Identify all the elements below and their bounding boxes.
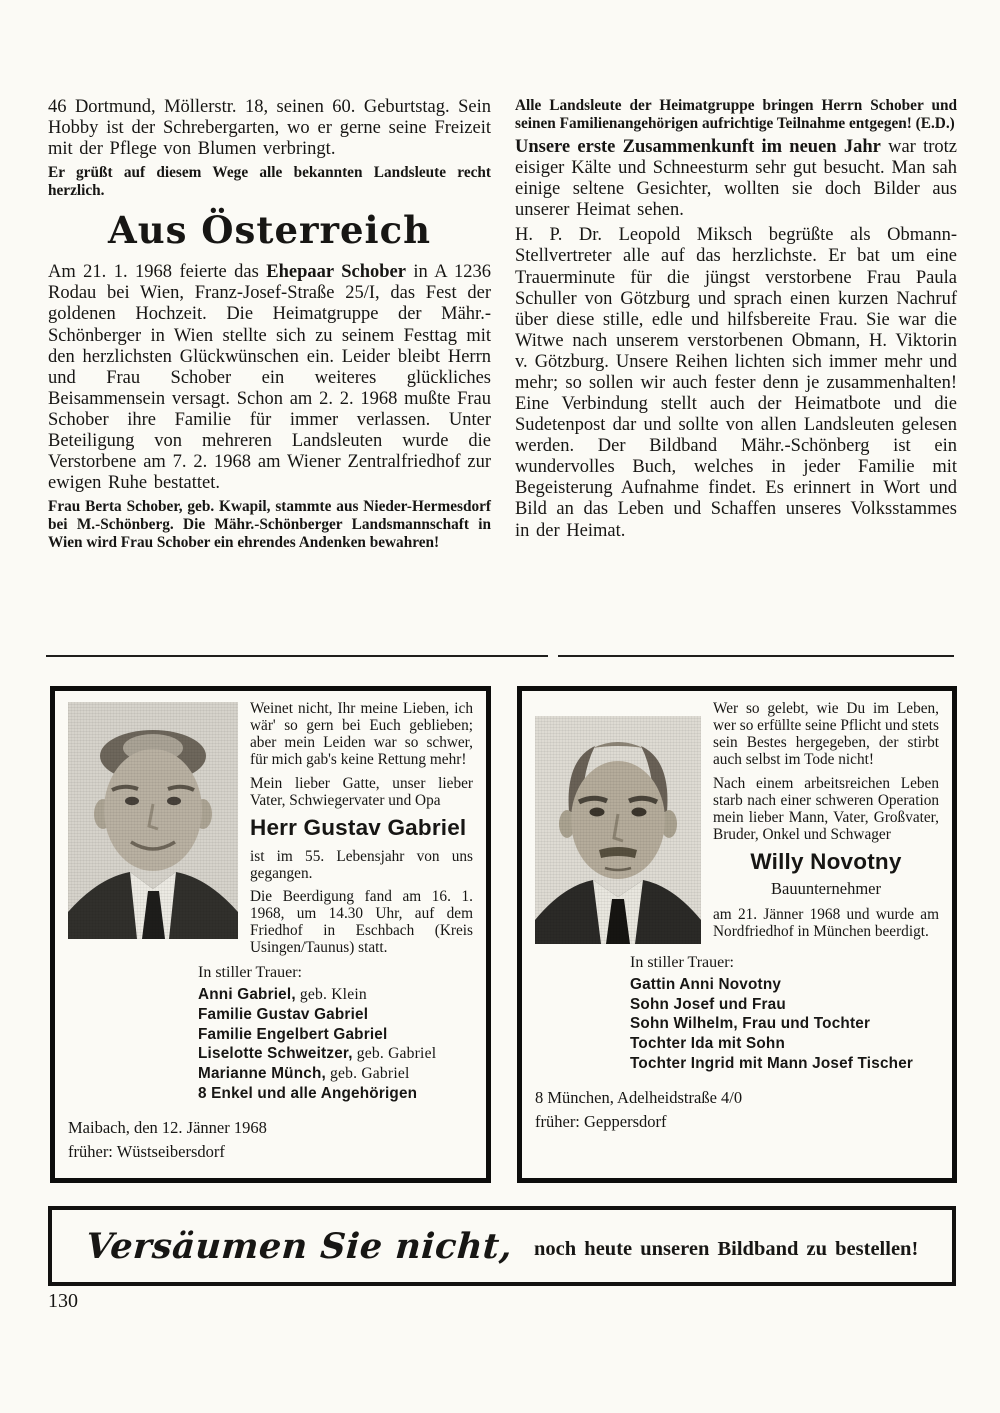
article-column-left [48,97,491,556]
mourner-name: Tochter Ida mit Sohn [630,1035,785,1053]
obituary-photo-text-row [535,700,939,946]
mourner-name: Sohn Josef und Frau [630,995,786,1013]
obituary-box-gabriel [50,686,491,1183]
column-divider-rule-left [46,655,548,657]
former-home-line: früher: Wüstseibersdorf [68,1141,225,1161]
paragraph-birthday: 46 Dortmund, Möllerstr. 18, seinen 60. Geburtstag. Sein Hobby ist der Schrebergarten, wo er gerne seine Freizeit mit der Pflege von Blumen verbringt. [48,97,491,160]
paragraph-miksch: H. P. Dr. Leopold Miksch begrüßte als Obmann-Stellvertreter alle auf das herzlichste. Er bat um eine Trauerminute für die jüngst verstorbene Frau Paula Schuller von Götzburg und sprach einen kurzen Nachruf über diese stille, edle und hilfsbereite Frau. Sie war die Witwe nach unserem verstorbenen Obmann, H. Viktorin v. Götzburg. Unsere Reihen lichten sich immer mehr und mehr; so sollen wir auch fester denn je zusammenhalten! Eine Verbindung stellt auch der Heimatbote und die Sudetenpost dar und sollte von allen Landsleuten gelesen werden. Der Bildband Mähr.-Schönberg ist ein wundervolles Buch, welches in jeder Familie mit Begeisterung Aufnahme findet. Es erinnert in Wort und Bild an das Leben und Schaffen unseres Volksstammes in der Heimat. [515,225,957,541]
banner-rest-text: noch heute unseren Bildband zu bestellen! [534,1237,919,1260]
obituary-text-column-novotny [713,700,939,946]
paragraph-schober [48,262,491,494]
paragraph-schober-bold: Ehepaar Schober [266,262,406,283]
mourner-name: Sohn Wilhelm, Frau und Tochter [630,1015,871,1033]
place-date-line: Maibach, den 12. Jänner 1968 [68,1118,267,1138]
obituary-name-novotny: Willy Novotny [750,849,902,874]
mourning-label-gabriel: In stiller Trauer: [198,964,302,982]
paragraph-greeting: Er grüßt auf diesem Wege alle bekannten Landsleute recht herzlich. [48,164,491,200]
paragraph-zusammenkunft-post: war trotz eisiger Kälte und Schneesturm sehr gut besucht. Man sah einige seltene Gesichter, wollten sie doch Bilder aus unserer Heimat sehen. [515,137,957,221]
obituary-burial-novotny: am 21. Jänner 1968 und wurde am Nordfriedhof in München beerdigt. [713,905,939,940]
mourner-name: Liselotte Schweitzer, [198,1045,353,1063]
mourner-suffix: geb. Klein [295,986,367,1004]
paragraph-schober-pre: Am 21. 1. 1968 feierte das [48,262,267,283]
mourner-name: Gattin Anni Novotny [630,976,782,994]
portrait-illustration-novotny [535,716,701,944]
portrait-illustration-gabriel [68,702,238,939]
mourner-suffix: geb. Gabriel [325,1064,410,1082]
mourner-line [198,985,473,1005]
portrait-photo-gabriel [68,702,238,939]
mourner-suffix: geb. Gabriel [352,1045,437,1063]
obituary-verse-novotny: Wer so gelebt, wie Du im Leben, wer so erfüllte seine Pflicht und stets sein Bestes hergegeben, der stirbt auch selbst im Tode nicht! [713,700,940,769]
obituary-box-novotny [517,686,957,1183]
paragraph-berta-schober: Frau Berta Schober, geb. Kwapil, stammte aus Nieder-Hermesdorf bei M.-Schönberg. Die Mähr.-Schönberger Landsmannschaft in Wien wird Frau Schober ein ehrendes Andenken bewahren! [48,498,491,552]
mourning-label-novotny: In stiller Trauer: [630,954,734,972]
mourner-line [630,1054,939,1074]
obituary-place-novotny [535,1086,939,1133]
former-home-line: früher: Geppersdorf [535,1111,667,1131]
mourner-list-novotny [630,975,939,1073]
place-date-line: 8 München, Adelheidstraße 4/0 [535,1088,743,1108]
mourner-line [198,1044,473,1064]
mourner-name: Anni Gabriel, [198,986,296,1004]
page-number: 130 [48,1290,78,1312]
mourner-line [630,995,939,1015]
portrait-photo-novotny [535,716,701,944]
mourner-name: Marianne Münch, [198,1064,326,1082]
mourner-line [630,1014,939,1034]
paragraph-schober-post: in A 1236 Rodau bei Wien, Franz-Josef-Straße 25/I, das Fest der goldenen Hochzeit. Die Heimatgruppe der Mähr.-Schönberger in Wien stellte sich zu seinem Festtag mit den herzlichsten Glückwünschen ein. Leider bleibt Herrn und Frau Schober ein weiteres glückliches Beisammensein versagt. Schon am 2. 2. 1968 mußte Frau Schober ihre Familie für immer verlassen. Unter Beteiligung von mehreren Landsleuten wurde die Verstorbene am 7. 2. 1968 am Wiener Zentralfriedhof zur ewigen Ruhe bestattet. [48,262,491,494]
advert-banner-bildband [48,1206,956,1286]
mourner-name: Tochter Ingrid mit Mann Josef Tischer [630,1054,914,1072]
mourner-line [198,1025,473,1045]
obituary-intro-gabriel: Mein lieber Gatte, unser lieber Vater, Schwiegervater und Opa [250,774,473,809]
mourner-name: 8 Enkel und alle Angehörigen [198,1084,418,1102]
mourner-name: Familie Gustav Gabriel [198,1006,369,1024]
mourner-line [198,1005,473,1025]
section-heading-aus-oesterreich: Aus Österreich [107,208,432,253]
article-column-right [515,95,957,546]
mourner-list-gabriel [198,985,473,1103]
paragraph-condolence: Alle Landsleute der Heimatgruppe bringen Herrn Schober und seinen Familienangehörigen aufrichtige Teilnahme entgegen! (E.D.) [515,97,957,133]
obituary-intro-novotny: Nach einem arbeitsreichen Leben starb nach einer schweren Operation mein lieber Mann, Vater, Großvater, Bruder, Onkel und Schwager [713,774,939,843]
mourner-line [630,975,939,995]
mourner-line [198,1084,473,1104]
obituary-after-name-gabriel: ist im 55. Lebensjahr von uns gegangen. [250,847,473,882]
obituary-place-gabriel [68,1116,473,1163]
obituary-verse-gabriel: Weinet nicht, Ihr meine Lieben, ich wär' so gern bei Euch geblieben; aber mein Leiden war so schwer, für mich gab's keine Rettung mehr! [250,700,473,769]
obituary-subtitle-novotny: Bauunternehmer [771,878,881,898]
banner-script-text: Versäumen Sie nicht, [84,1225,514,1267]
mourner-line [630,1034,939,1054]
obituary-name-gabriel: Herr Gustav Gabriel [250,814,467,840]
mourner-name: Familie Engelbert Gabriel [198,1025,388,1043]
obituary-burial-gabriel: Die Beerdigung fand am 16. 1. 1968, um 14.30 Uhr, auf dem Friedhof in Eschbach (Kreis Usingen/Taunus) statt. [250,887,473,957]
column-divider-rule-right [558,655,954,657]
mourner-line [198,1064,473,1084]
paragraph-zusammenkunft [515,137,957,221]
paragraph-zusammenkunft-bold: Unsere erste Zusammenkunft im neuen Jahr [515,137,881,158]
